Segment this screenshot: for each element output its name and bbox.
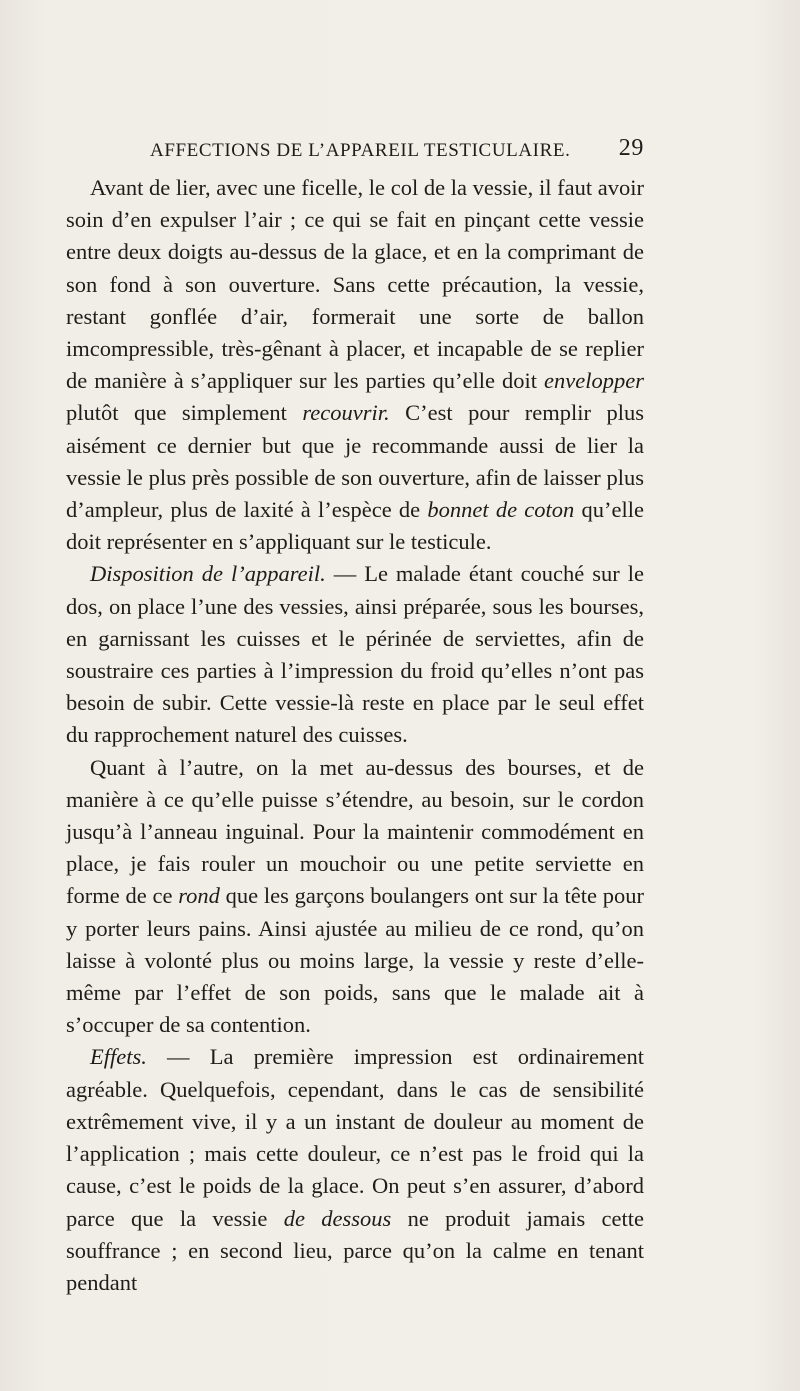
italic-term: rond: [178, 883, 220, 909]
text-run: plutôt que simplement: [66, 400, 303, 426]
running-head: AFFECTIONS DE L’APPAREIL TESTICULAIRE.: [150, 140, 571, 161]
page-number: 29: [618, 135, 644, 161]
text-run: C’est pour remplir plus aisément ce dernier but que je recommande aussi de lier la vessie le plus près possible de son ouverture, afin de laisser plus d’ampleur, plus de laxité à l’espèce de: [66, 400, 644, 523]
body-text: [66, 172, 644, 1299]
text-run: que les garçons boulangers ont sur la tête pour y porter leurs pains. Ainsi ajustée au milieu de ce rond, qu’on laisse à volonté plus ou moins large, la vessie y reste d’elle-même par l’effet de son poids, sans que le malade ait à s’occuper de sa contention.: [66, 883, 644, 1038]
italic-term: envelopper: [544, 368, 644, 394]
italic-term: recouvrir.: [302, 400, 390, 426]
paragraph: [66, 1041, 644, 1299]
text-run: qu’elle doit représenter en s’appliquant sur le testicule.: [66, 497, 645, 555]
italic-term: bonnet de coton: [427, 497, 575, 523]
page-header: [150, 136, 644, 166]
text-run: — Le malade étant couché sur le dos, on place l’une des vessies, ainsi préparée, sous les bourses, en garnissant les cuisses et le périnée de serviettes, afin de soustraire ces parties à l’impression du froid qu’elles n’ont pas besoin de subir. Cette vessie-là reste en place par le seul effet du rapprochement naturel des cuisses.: [66, 561, 644, 748]
text-run: Quant à l’autre, on la met au-dessus des bourses, et de manière à ce qu’elle puisse s’étendre, au besoin, sur le cordon jusqu’à l’anneau inguinal. Pour la maintenir commodément en place, je fais rouler un mouchoir ou une petite serviette en forme de ce: [66, 754, 644, 909]
paragraph: [66, 558, 644, 751]
section-lead: Disposition de l’appareil.: [90, 561, 326, 587]
paragraph: [66, 752, 644, 1042]
section-lead: Effets.: [90, 1044, 147, 1070]
paragraph: [66, 172, 644, 558]
text-run: ne produit jamais cette souffrance ; en second lieu, parce qu’on la calme en tenant pendant: [66, 1205, 644, 1295]
text-run: Avant de lier, avec une ficelle, le col de la vessie, il faut avoir soin d’en expulser l’air ; ce qui se fait en pinçant cette vessie entre deux doigts au-dessus de la glace, et en la comprimant de son fond à son ouverture. Sans cette précaution, la vessie, restant gonflée d’air, formerait une sorte de ballon imcompressible, très-gênant à placer, et incapable de se replier de manière à s’appliquer sur les parties qu’elle doit: [66, 175, 644, 394]
text-run: — La première impression est ordinairement agréable. Quelquefois, cependant, dans le cas de sensibilité extrêmement vive, il y a un instant de douleur au moment de l’application ; mais cette douleur, ce n’est pas le froid qui la cause, c’est le poids de la glace. On peut s’en assurer, d’abord parce que la vessie: [66, 1044, 644, 1231]
italic-term: de dessous: [283, 1205, 392, 1231]
